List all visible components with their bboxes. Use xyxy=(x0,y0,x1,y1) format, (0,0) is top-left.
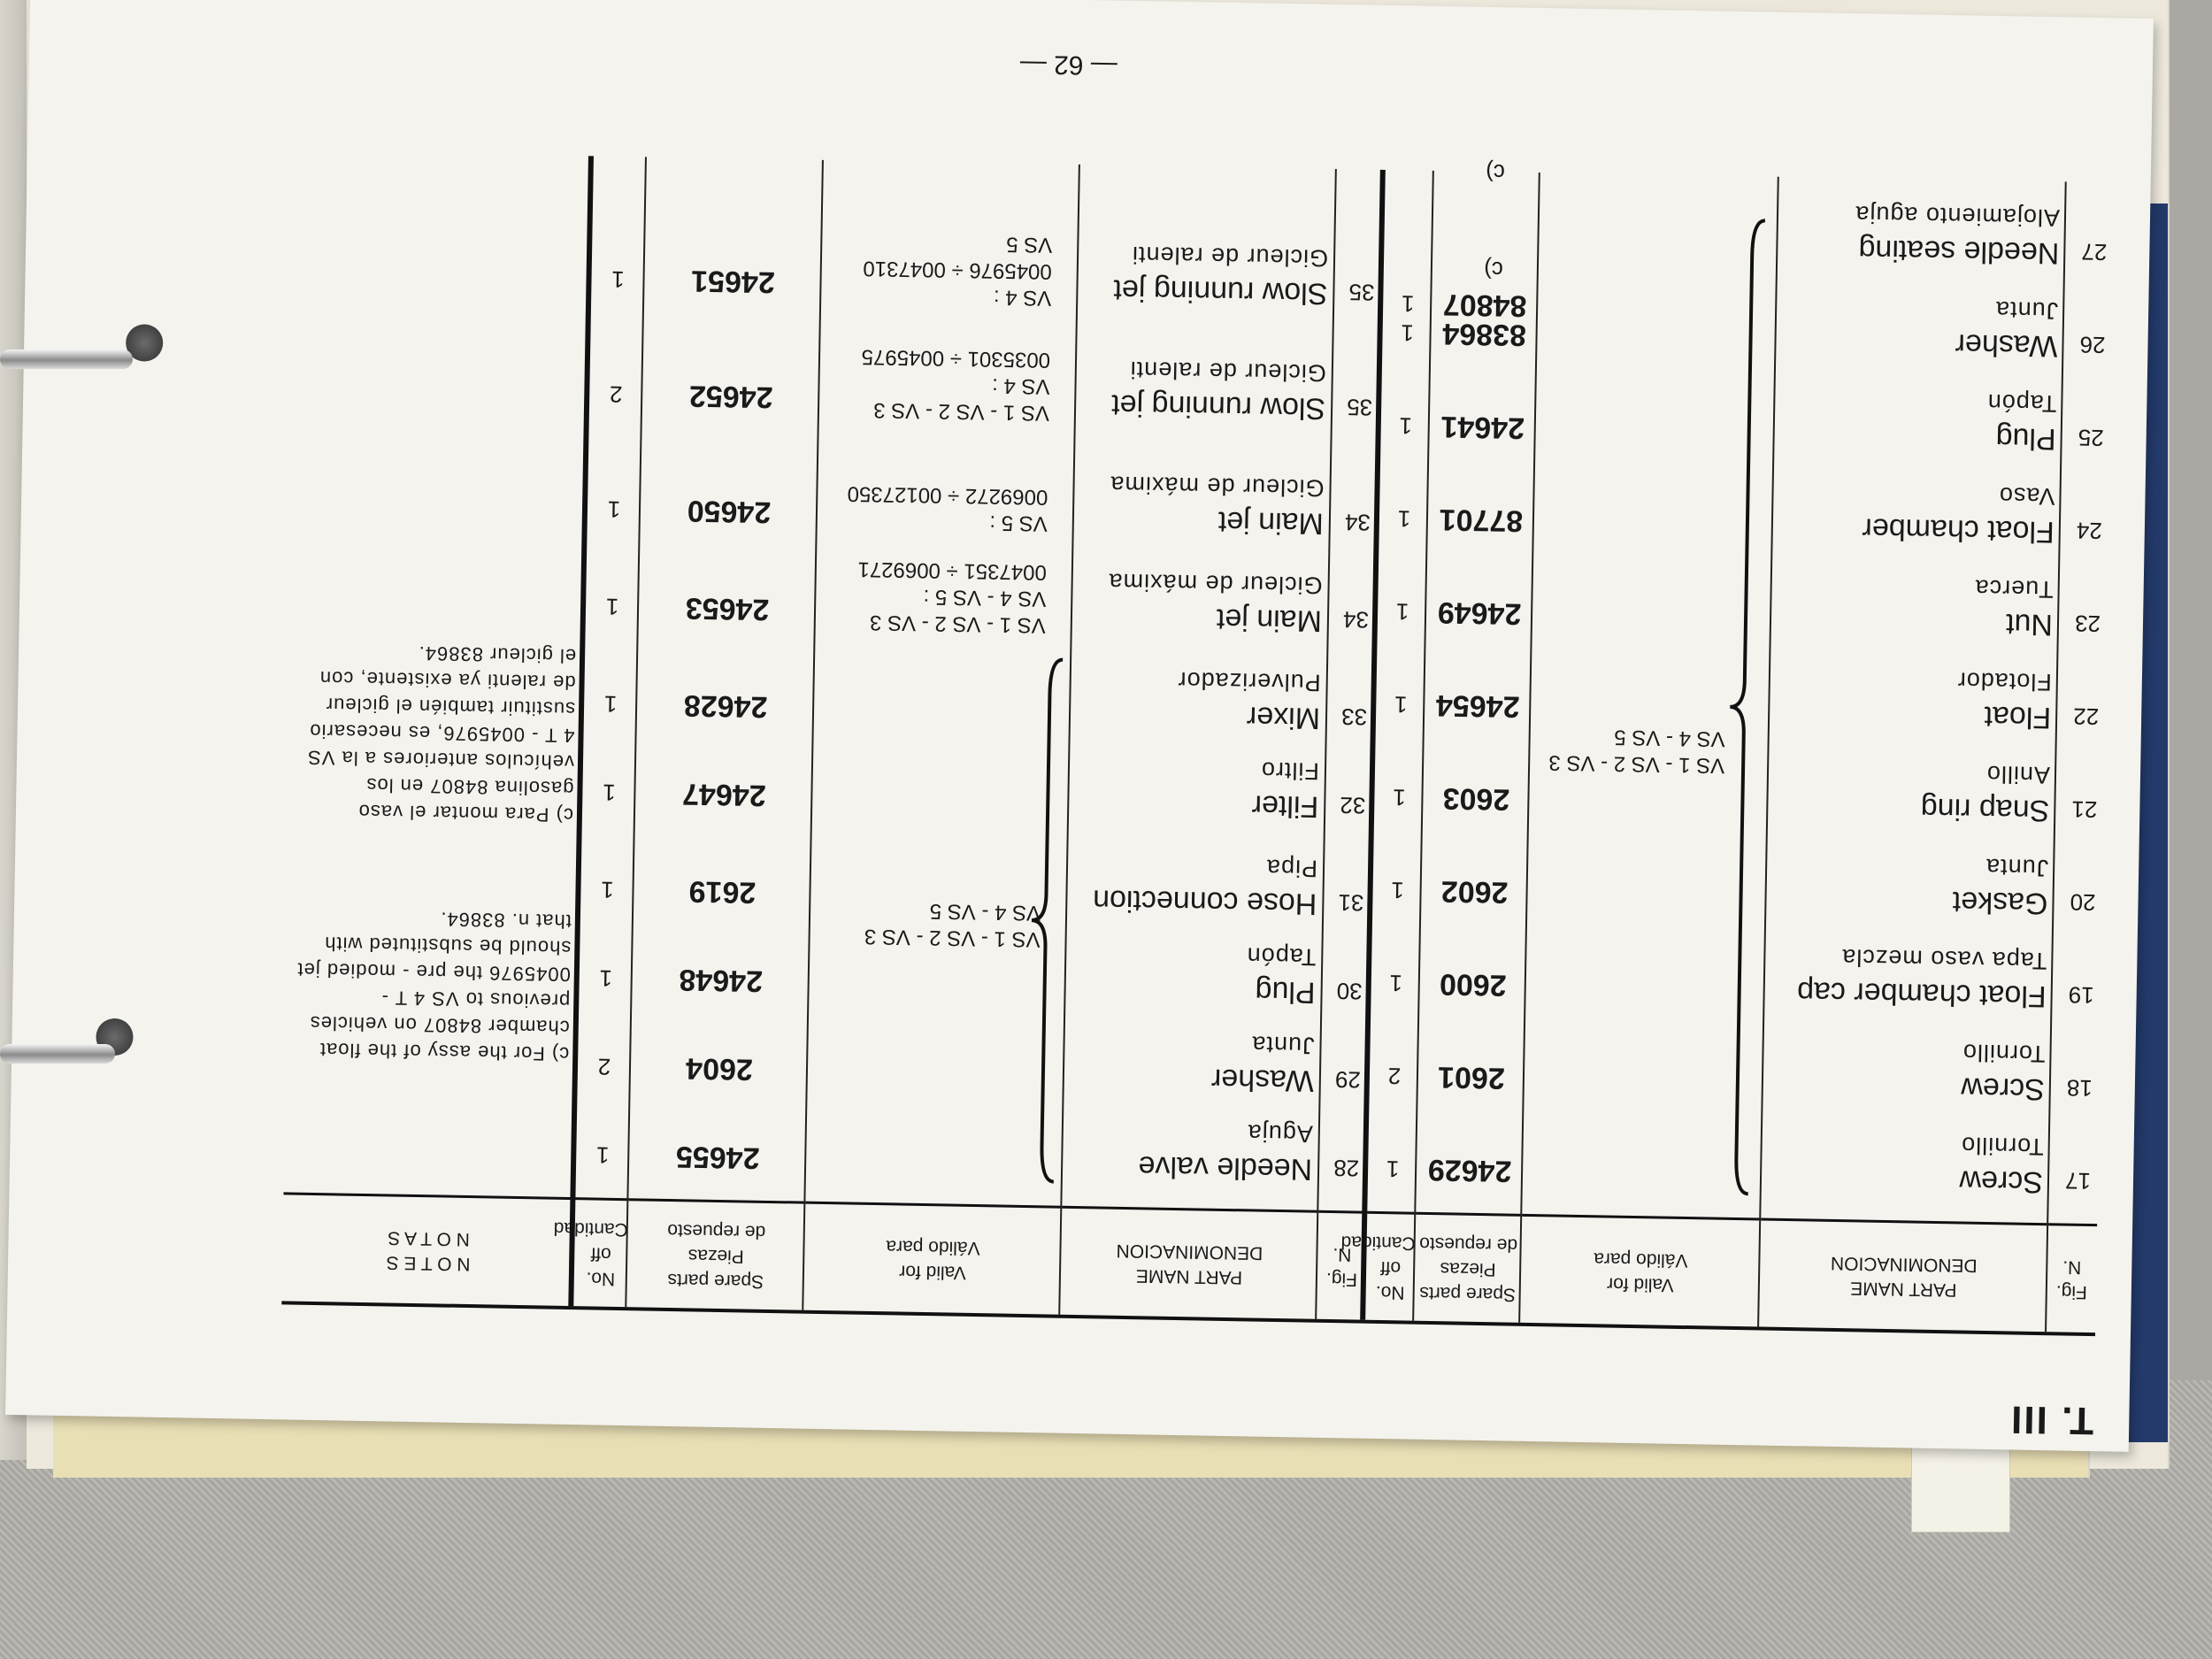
header-part-name-es: DENOMINACION xyxy=(1116,1240,1263,1263)
fig-number: 17 xyxy=(2064,1167,2092,1195)
fig-number: 26 xyxy=(2079,331,2106,359)
fig-number: 19 xyxy=(2068,981,2094,1010)
page-number: — 62 — xyxy=(1019,49,1118,81)
part-name-en: Hose connection xyxy=(1092,883,1317,921)
part-name-es: Tornillo xyxy=(1962,1039,2046,1068)
part-name-en: Float xyxy=(1984,699,2052,735)
quantity: 1 xyxy=(1394,691,1408,718)
part-name-en: Snap ring xyxy=(1920,791,2050,828)
fig-number: 23 xyxy=(2074,610,2101,638)
fig-number: 28 xyxy=(1333,1155,1360,1182)
quantity: 1 xyxy=(1399,412,1413,440)
header-part-name-en: PART NAME xyxy=(1850,1278,1957,1301)
part-name-es: Pipa xyxy=(1265,854,1318,882)
spare-part-number: 24628 xyxy=(683,688,768,724)
quantity: 1 xyxy=(1389,970,1403,997)
part-name-es: Gicleur de ralenti xyxy=(1129,356,1327,387)
spare-part-number: 24648 xyxy=(679,963,764,998)
catalog-page xyxy=(5,0,2154,1452)
part-name-es: Aguja xyxy=(1247,1119,1314,1148)
spare-part-number: 2601 xyxy=(1437,1060,1506,1095)
part-name-es: Anillo xyxy=(1985,760,2051,789)
valid-for-left: VS 1 - VS 2 - VS 3 xyxy=(1548,750,1725,778)
spare-part-number: 24651 xyxy=(690,264,776,299)
part-name-es: Junta xyxy=(1251,1031,1315,1059)
quantity: 1 xyxy=(607,495,621,523)
spare-part-number: 87701 xyxy=(1439,503,1524,538)
fig-number: 30 xyxy=(1336,978,1363,1005)
valid-for-right: 0035301 ÷ 0045975 xyxy=(861,344,1051,373)
header-part-name-es: DENOMINACION xyxy=(1830,1252,1978,1276)
part-name-es: Filtro xyxy=(1260,757,1320,785)
header-notes-en: N O T E S xyxy=(386,1252,471,1275)
part-name-en: Slow running jet xyxy=(1113,273,1328,311)
part-name-en: Slow running jet xyxy=(1110,388,1326,426)
printed-sheet-upside-down xyxy=(5,0,2154,1452)
note-ref: c) xyxy=(1485,158,1506,187)
part-name-en: Washer xyxy=(1210,1062,1315,1098)
fig-number: 34 xyxy=(1342,606,1370,634)
fig-number: 31 xyxy=(1338,889,1364,917)
spare-part-number: 2604 xyxy=(685,1051,754,1087)
header-spare-2: Piezas xyxy=(687,1245,745,1267)
valid-for-right: 0047351 ÷ 0069271 xyxy=(857,557,1048,585)
valid-for-left: VS 4 - VS 5 xyxy=(1614,725,1725,751)
fig-number: 20 xyxy=(2070,888,2096,917)
part-name-en: Washer xyxy=(1955,327,2058,364)
fig-number: 34 xyxy=(1344,509,1371,536)
quantity: 1 xyxy=(611,265,626,293)
parts-table xyxy=(281,151,2115,1337)
part-name-en: Mixer xyxy=(1246,700,1321,735)
part-name-es: Junta xyxy=(1994,296,2059,325)
quantity: 1 xyxy=(1395,598,1409,626)
header-qty-1: No. off xyxy=(1375,1257,1405,1303)
spare-part-number: 24641 xyxy=(1440,410,1525,445)
part-name-es: Junta xyxy=(1985,853,2049,882)
header-qty-2: Cantidad xyxy=(1340,1232,1416,1254)
part-name-es: Vaso xyxy=(1998,482,2055,511)
quantity: 1 xyxy=(603,690,618,718)
valid-for-right: 0069272 ÷ 00127350 xyxy=(847,481,1048,510)
valid-for-right: VS 4 - VS 5 xyxy=(929,899,1041,926)
part-name-es: Tapón xyxy=(1986,388,2057,418)
fig-number: 25 xyxy=(2078,424,2104,452)
fig-number: 29 xyxy=(1334,1066,1362,1094)
header-valid-es: Válido para xyxy=(1594,1248,1688,1271)
part-name-es: Alojamiento aguja xyxy=(1855,201,2061,232)
header-spare-3: de repuesto xyxy=(1419,1233,1518,1256)
header-qty-1: No. off xyxy=(586,1243,616,1289)
fig-number: 18 xyxy=(2066,1074,2093,1102)
part-name-en: Main jet xyxy=(1216,602,1323,638)
part-name-en: Needle valve xyxy=(1138,1149,1313,1187)
part-name-es: Tapa vaso mezcla xyxy=(1841,944,2047,975)
valid-for-right: VS 1 - VS 2 - VS 3 xyxy=(869,610,1047,638)
fig-number: 33 xyxy=(1340,703,1368,731)
left-group-brace xyxy=(1722,220,1765,1194)
fig-number: 32 xyxy=(1340,792,1366,819)
quantity: 1 xyxy=(1397,505,1411,533)
header-qty-2: Cantidad xyxy=(553,1217,629,1240)
spare-part-number: 24653 xyxy=(685,591,770,626)
spare-part-number: 24652 xyxy=(688,379,773,414)
section-tag: T. III xyxy=(2008,1397,2094,1443)
part-name-es: Gicleur de máxima xyxy=(1110,471,1325,502)
part-name-es: Pulverizador xyxy=(1177,666,1321,696)
spare-part-number: 2619 xyxy=(688,874,757,910)
spare-part-number: 24629 xyxy=(1427,1152,1512,1188)
fig-number: 22 xyxy=(2072,703,2100,731)
note-text: c) Para montar el vaso gasolina 84807 en los vehículos anteriores a la VS 4 T - 0045976, es necesario sustituir también el gicleur de ralenti ya existente, con el gicleur 83864. xyxy=(306,641,577,827)
quantity: 1 xyxy=(599,964,613,992)
header-valid-en: Valid for xyxy=(1606,1273,1674,1295)
valid-for-right: VS 4 - VS 5 : xyxy=(923,584,1047,611)
part-name-en: Filter xyxy=(1251,788,1319,824)
binder-ring-lower xyxy=(0,1044,115,1064)
quantity: 2 xyxy=(609,380,623,408)
part-name-en: Main jet xyxy=(1217,504,1325,541)
quantity: 1 xyxy=(1386,1156,1400,1183)
quantity: 1 xyxy=(595,1141,610,1169)
quantity: 1 xyxy=(1401,290,1415,318)
spare-part-number: 24654 xyxy=(1435,688,1520,724)
part-name-en: Float chamber cap xyxy=(1796,975,2047,1014)
spare-part-number: 83864 xyxy=(1442,317,1527,352)
fig-number: 24 xyxy=(2076,517,2103,545)
spare-part-number: 2602 xyxy=(1440,874,1509,910)
part-name-en: Gasket xyxy=(1952,885,2048,921)
part-name-es: Flotador xyxy=(1956,667,2053,696)
part-name-en: Float chamber xyxy=(1862,511,2055,549)
quantity: 1 xyxy=(601,876,614,903)
note-ref: c) xyxy=(1483,256,1504,284)
valid-for-right: VS 1 - VS 2 - VS 3 xyxy=(864,924,1041,952)
spare-part-number: 2600 xyxy=(1439,967,1507,1002)
part-name-es: Tornillo xyxy=(1960,1132,2044,1161)
valid-for-right: VS 4 : xyxy=(993,285,1052,311)
quantity: 1 xyxy=(1392,784,1406,811)
part-name-es: Gicleur de ralenti xyxy=(1131,241,1329,272)
header-notes-es: N O T A S xyxy=(388,1227,471,1250)
quantity: 1 xyxy=(605,593,619,620)
valid-for-right: VS 1 - VS 2 - VS 3 xyxy=(873,397,1050,426)
spare-part-number: 24655 xyxy=(675,1140,760,1175)
quantity: 1 xyxy=(602,779,616,806)
spare-part-number: 84807 xyxy=(1442,288,1527,323)
valid-for-right: 0045976 ÷ 0047310 xyxy=(863,256,1053,284)
header-fig-label: Fig. N. xyxy=(1325,1244,1358,1290)
header-spare-1: Spare parts xyxy=(667,1269,764,1292)
spare-part-number: 24649 xyxy=(1437,595,1522,631)
spare-part-number: 24647 xyxy=(681,777,767,812)
part-name-en: Plug xyxy=(1995,421,2056,457)
header-fig-label: Fig. N. xyxy=(2055,1256,2088,1302)
header-spare-2: Piezas xyxy=(1440,1258,1496,1280)
part-name-es: Tuerca xyxy=(1974,574,2054,603)
part-name-en: Screw xyxy=(1961,1071,2046,1107)
spare-part-number: 24650 xyxy=(687,494,772,529)
header-spare-1: Spare parts xyxy=(1419,1282,1517,1305)
fig-number: 35 xyxy=(1346,394,1373,421)
header-valid-en: Valid for xyxy=(899,1261,966,1283)
valid-for-right: VS 5 : xyxy=(989,511,1048,536)
fig-number: 35 xyxy=(1348,279,1375,306)
header-part-name-en: PART NAME xyxy=(1135,1265,1243,1288)
binder-ring-upper xyxy=(0,349,133,369)
note-text: c) For the assy of the float chamber 84807 on vehicles previous to VS 4 T - 0045976 the pre - modied jet should be substituted with that n. 83864. xyxy=(296,908,572,1065)
part-name-es: Tapón xyxy=(1246,942,1317,971)
fig-number: 21 xyxy=(2071,795,2098,824)
part-name-en: Nut xyxy=(2005,607,2054,642)
spare-part-number: 2603 xyxy=(1442,781,1510,817)
part-name-en: Screw xyxy=(1959,1164,2044,1200)
fig-number: 27 xyxy=(2081,238,2108,266)
part-name-en: Plug xyxy=(1255,974,1316,1010)
quantity: 1 xyxy=(1391,877,1405,904)
valid-for-right: VS 5 xyxy=(1006,232,1053,257)
header-spare-3: de repuesto xyxy=(667,1219,766,1242)
valid-for-right: VS 4 : xyxy=(991,373,1050,399)
quantity: 2 xyxy=(597,1053,611,1080)
part-name-es: Gicleur de máxima xyxy=(1108,568,1323,599)
part-name-en: Needle seating xyxy=(1858,233,2060,271)
header-valid-es: Válido para xyxy=(886,1236,980,1259)
quantity: 2 xyxy=(1387,1063,1402,1090)
quantity: 1 xyxy=(1401,319,1415,347)
